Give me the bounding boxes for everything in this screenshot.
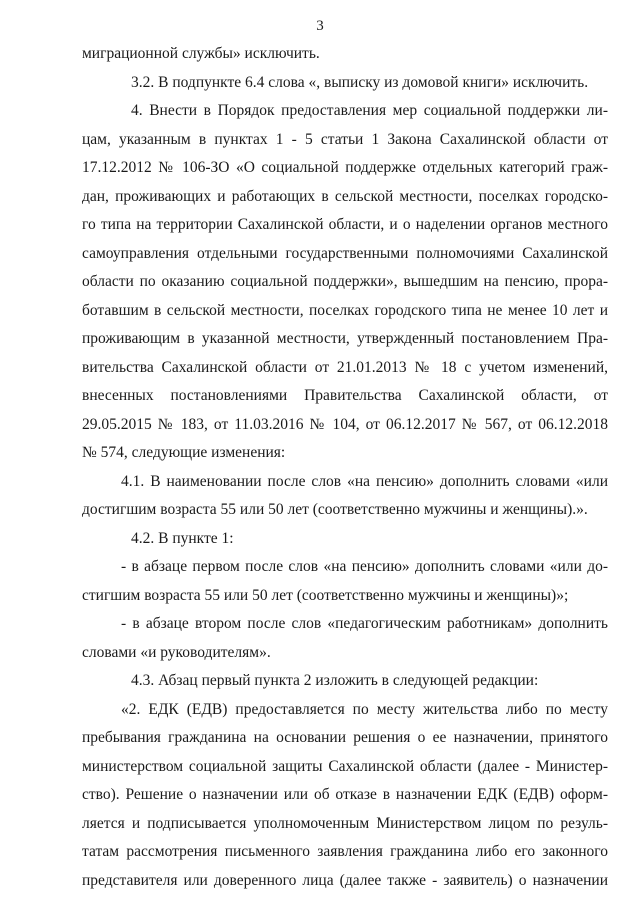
text-line: области по оказанию социальной поддержки», вышедшим на пенсию, прора- [82,273,608,290]
text-line: самоуправления отдельными государственными полномочиями Сахалинской [82,245,608,262]
text-line: достигшим возраста 55 или 50 лет (соответственно мужчины и женщины).». [82,501,588,518]
text-line: ство). Решение о назначении или об отказе в назначении ЕДК (ЕДВ) оформ- [82,786,608,803]
text-line: 17.12.2012 № 106-ЗО «О социальной поддержке отдельных категорий граж- [82,159,608,176]
text-line: цам, указанным в пунктах 1 - 5 статьи 1 Закона Сахалинской области от [82,131,608,148]
text-line: пребывания гражданина на основании решения о ее назначении, принятого [82,729,608,746]
text-line: ботавшим в сельской местности, поселках городского типа не менее 10 лет и [82,302,608,319]
text-line: министерством социальной защиты Сахалинской области (далее - Министер- [82,758,608,775]
text-line: 4.2. В пункте 1: [131,530,234,547]
text-line: дан, проживающих и работающих в сельской местности, поселках городско- [82,188,608,205]
text-line: 4. Внести в Порядок предоставления мер социальной поддержки ли- [131,102,608,119]
text-line: 3.2. В подпункте 6.4 слова «, выписку из домовой книги» исключить. [131,74,589,91]
text-line: № 574, следующие изменения: [82,444,286,461]
text-line: представителя или доверенного лица (далее также - заявитель) о назначении [82,872,608,889]
text-line: 29.05.2015 № 183, от 11.03.2016 № 104, от 06.12.2017 № 567, от 06.12.2018 [82,416,608,433]
text-line: - в абзаце втором после слов «педагогическим работникам» дополнить [121,615,608,632]
page-number: 3 [316,18,324,34]
text-line: проживающим в указанной местности, утвержденный постановлением Пра- [82,330,608,347]
text-line: го типа на территории Сахалинской области, и о наделении органов местного [82,216,608,233]
text-line: внесенных постановлениями Правительства Сахалинской области, от [82,387,608,404]
text-line: стигшим возраста 55 или 50 лет (соответственно мужчины и женщины)»; [82,587,569,604]
text-line: словами «и руководителям». [82,644,271,661]
text-line: миграционной службы» исключить. [82,45,320,62]
text-line: ляется и подписывается уполномоченным Министерством лицом по резуль- [82,815,608,832]
text-line: «2. ЕДК (ЕДВ) предоставляется по месту жительства либо по месту [121,701,608,718]
text-line: - в абзаце первом после слов «на пенсию» дополнить словами «или до- [121,558,608,575]
text-line: татам рассмотрения письменного заявления гражданина либо его законного [82,843,608,860]
text-line: вительства Сахалинской области от 21.01.2013 № 18 с учетом изменений, [82,359,608,376]
text-line: 4.1. В наименовании после слов «на пенсию» дополнить словами «или [121,473,608,490]
text-line: 4.3. Абзац первый пункта 2 изложить в следующей редакции: [131,672,539,689]
